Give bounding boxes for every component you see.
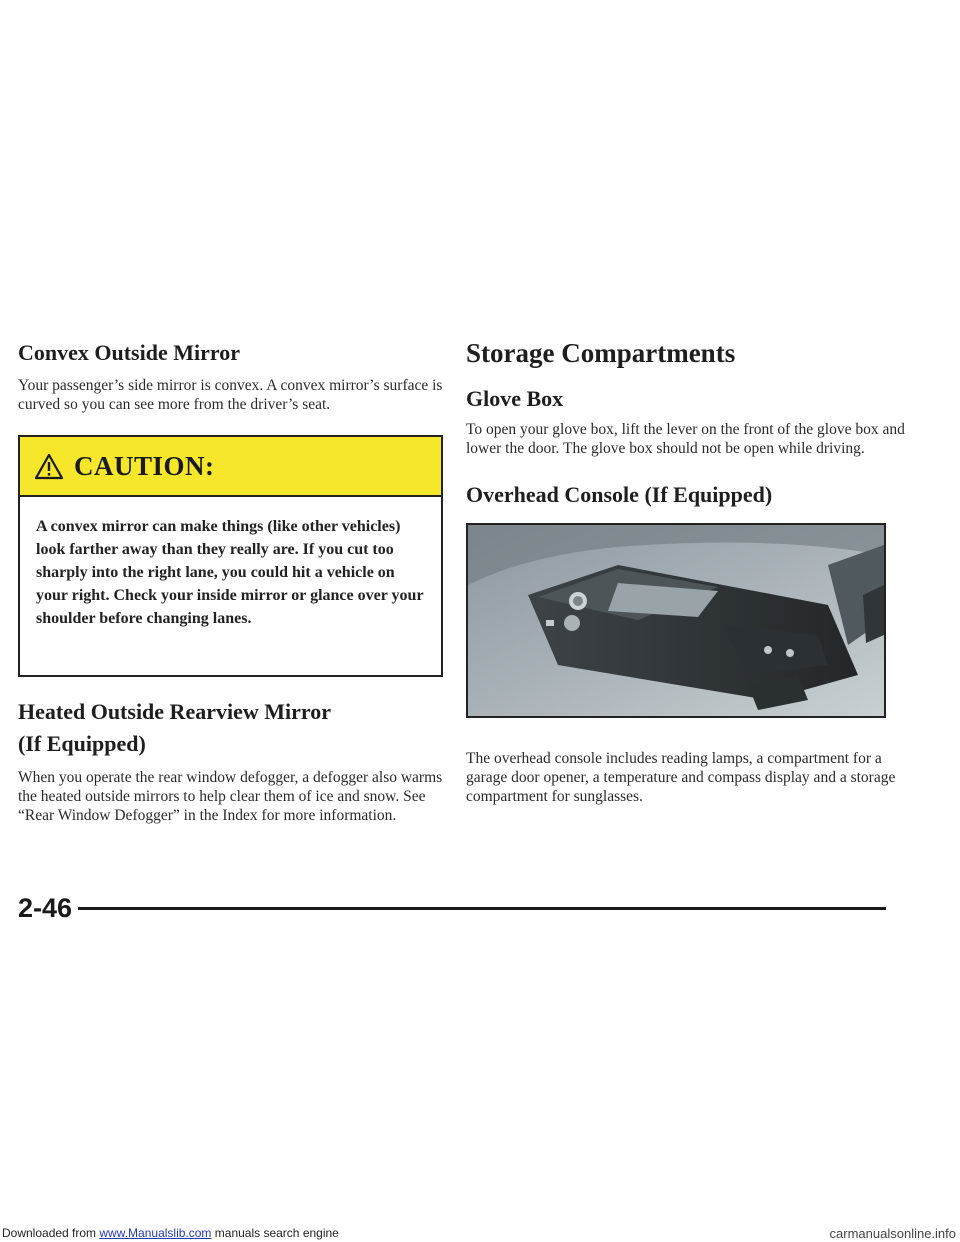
heated-mirror-heading-line2: (If Equipped)	[18, 731, 146, 756]
manualslib-link[interactable]: www.Manualslib.com	[99, 1226, 212, 1240]
convex-mirror-heading: Convex Outside Mirror	[18, 340, 241, 365]
overhead-console-heading: Overhead Console (If Equipped)	[466, 482, 773, 507]
warning-triangle-icon	[34, 453, 64, 480]
download-suffix: manuals search engine	[211, 1226, 339, 1240]
footer-rule	[78, 907, 886, 910]
convex-mirror-text: Your passenger’s side mirror is convex. A convex mirror’s surface is curved so you can see more from the driver’s seat.	[18, 377, 443, 413]
right-column	[466, 336, 906, 806]
overhead-console-photo	[466, 523, 886, 718]
overhead-console-text: The overhead console includes reading lamps, a compartment for a garage door opener, a temperature and compass display and a storage compartment for sunglasses.	[466, 750, 896, 805]
heated-mirror-heading	[18, 696, 443, 760]
caution-header	[20, 437, 441, 497]
storage-compartments-heading: Storage Compartments	[466, 338, 736, 368]
glove-box-text: To open your glove box, lift the lever on the front of the glove box and lower the door. The glove box should not be open while driving.	[466, 421, 905, 457]
heated-mirror-heading-line1: Heated Outside Rearview Mirror	[18, 699, 332, 724]
page-footer	[18, 893, 886, 924]
caution-box	[18, 435, 443, 677]
left-column	[18, 338, 443, 825]
download-prefix: Downloaded from	[2, 1226, 100, 1240]
heated-mirror-text: When you operate the rear window defogger, a defogger also warms the heated outside mirrors to help clear them of ice and snow. See “Rear Window Defogger” in the Index for more information.	[18, 769, 443, 824]
glove-box-heading: Glove Box	[466, 386, 564, 411]
caution-text: A convex mirror can make things (like other vehicles) look farther away than they really are. If you cut too sharply into the right lane, you could hit a vehicle on your right. Check your inside mirror or glance over your shoulder before changing lanes.	[36, 518, 424, 627]
download-source	[2, 1225, 339, 1242]
caution-title: CAUTION:	[74, 450, 215, 481]
watermark-text: carmanualsonline.info	[829, 1226, 956, 1241]
page-number: 2-46	[18, 893, 73, 923]
download-bar	[0, 1225, 960, 1242]
